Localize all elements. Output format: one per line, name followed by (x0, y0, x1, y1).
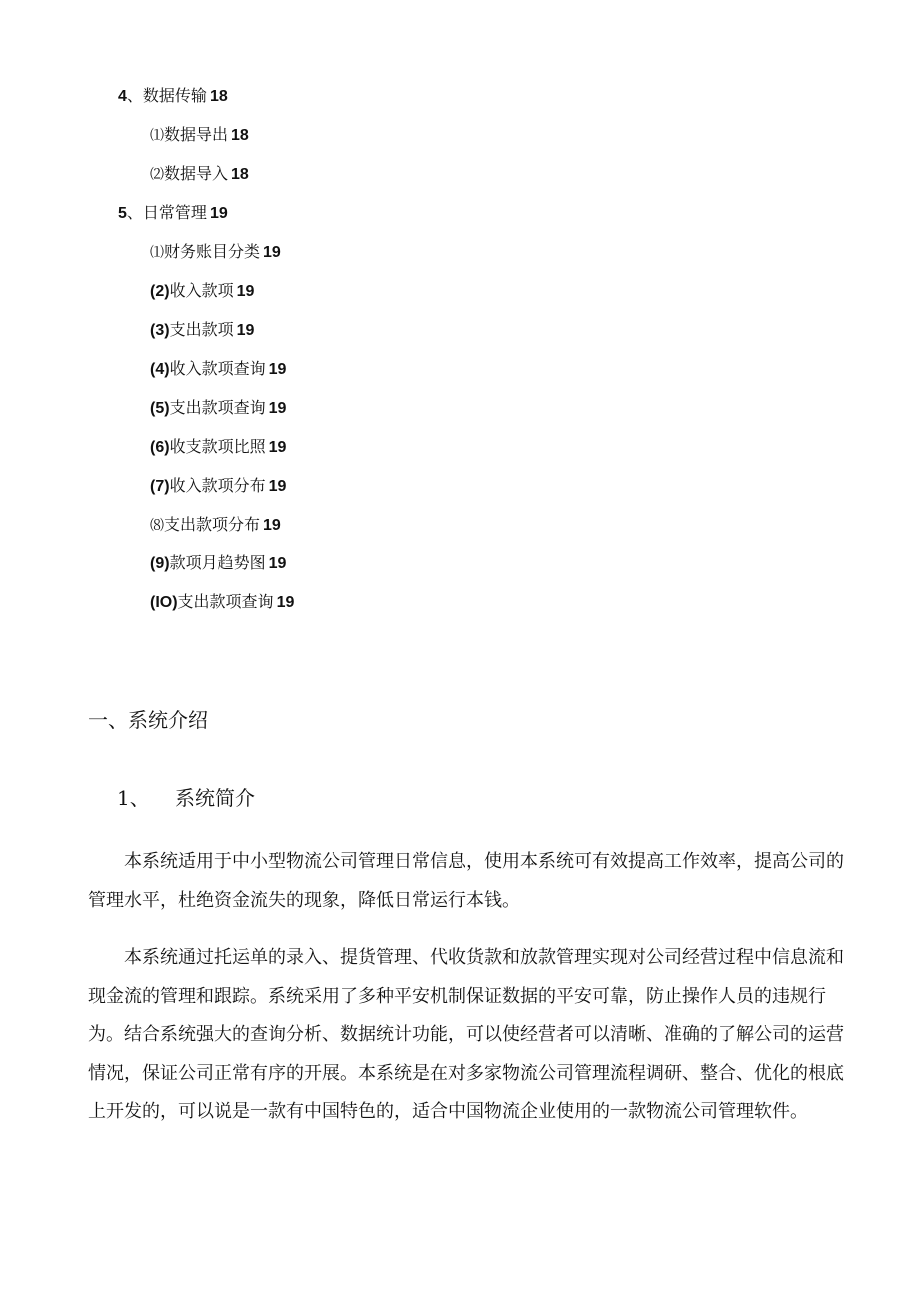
toc-label: 日常管理 (142, 203, 207, 222)
toc-label: 数据导出 (164, 125, 229, 144)
toc-page: 19 (236, 283, 255, 300)
toc-page: 19 (209, 205, 228, 222)
subsection-title: 系统简介 (175, 786, 255, 810)
toc-number: (IO) (150, 594, 178, 611)
toc-number: (9) (150, 555, 170, 572)
paragraph-details: 本系统通过托运单的录入、提货管理、代收货款和放款管理实现对公司经营过程中信息流和现金流的管理和跟踪。系统采用了多种平安机制保证数据的平安可靠，防止操作人员的违规行为。结合系统强大的查询分析、数据统计功能，可以使经营者可以清晰、准确的了解公司的运营情况，保证公司正常有序的开展。本系统是在对多家物流公司管理流程调研、整合、优化的根底上开发的，可以说是一款有中国特色的，适合中国物流企业使用的一款物流公司管理软件。 (88, 947, 844, 1122)
toc-label: 收入款项查询 (169, 359, 266, 378)
toc-number: 5 (118, 205, 127, 222)
toc-page: 18 (209, 88, 228, 105)
toc-number: ⑻ (150, 518, 164, 534)
subsection-number: 1、 (117, 786, 150, 810)
toc-separator: 、 (126, 203, 143, 222)
subsection-heading-system-overview (117, 784, 255, 812)
toc-entry-income-query (150, 359, 286, 380)
toc-page: 19 (276, 594, 295, 611)
toc-entry-data-export (150, 125, 249, 146)
toc-entry-account-categories (150, 242, 281, 263)
toc-page: 19 (268, 555, 287, 572)
paragraph-overview: 本系统适用于中小型物流公司管理日常信息，使用本系统可有效提高工作效率，提高公司的管理水平，杜绝资金流失的现象，降低日常运行本钱。 (88, 851, 844, 911)
toc-entry-income-expense-compare (150, 437, 286, 458)
toc-number: (2) (150, 283, 170, 300)
toc-entry-expense-query-2 (150, 592, 294, 613)
toc-page: 18 (231, 127, 249, 144)
toc-entry-expense-query (150, 398, 286, 419)
toc-label: 支出款项查询 (169, 398, 266, 417)
toc-page: 19 (236, 322, 255, 339)
toc-page: 19 (263, 244, 281, 261)
toc-number: (7) (150, 478, 170, 495)
toc-page: 19 (268, 400, 287, 417)
toc-number: ⑴ (150, 128, 164, 144)
toc-entry-data-transfer (118, 86, 228, 107)
toc-entry-daily-management (118, 203, 228, 224)
toc-label: 收入款项分布 (169, 476, 266, 495)
toc-page: 19 (268, 361, 287, 378)
toc-entry-data-import (150, 164, 249, 185)
toc-label: 数据导入 (164, 164, 229, 183)
toc-label: 支出款项查询 (177, 592, 274, 611)
toc-page: 19 (268, 478, 287, 495)
toc-entry-expense-distribution (150, 515, 281, 536)
toc-entry-monthly-trend (150, 553, 286, 574)
toc-page: 19 (263, 517, 281, 534)
section-heading-system-intro: 一、系统介绍 (88, 708, 208, 732)
toc-page: 19 (268, 439, 287, 456)
toc-label: 支出款项分布 (164, 515, 261, 534)
toc-entry-expense (150, 320, 254, 341)
toc-label: 款项月趋势图 (169, 553, 266, 572)
toc-number: (4) (150, 361, 170, 378)
toc-label: 财务账目分类 (164, 242, 261, 261)
toc-number: ⑴ (150, 245, 164, 261)
toc-entry-income-distribution (150, 476, 286, 497)
toc-number: (6) (150, 439, 170, 456)
toc-label: 数据传输 (142, 86, 207, 105)
toc-number: ⑵ (150, 167, 164, 183)
toc-entry-income (150, 281, 254, 302)
toc-number: 4 (118, 88, 127, 105)
toc-number: (3) (150, 322, 170, 339)
toc-number: (5) (150, 400, 170, 417)
toc-label: 收入款项 (169, 281, 234, 300)
toc-label: 支出款项 (169, 320, 234, 339)
toc-separator: 、 (126, 86, 143, 105)
toc-label: 收支款项比照 (169, 437, 266, 456)
toc-page: 18 (231, 166, 249, 183)
